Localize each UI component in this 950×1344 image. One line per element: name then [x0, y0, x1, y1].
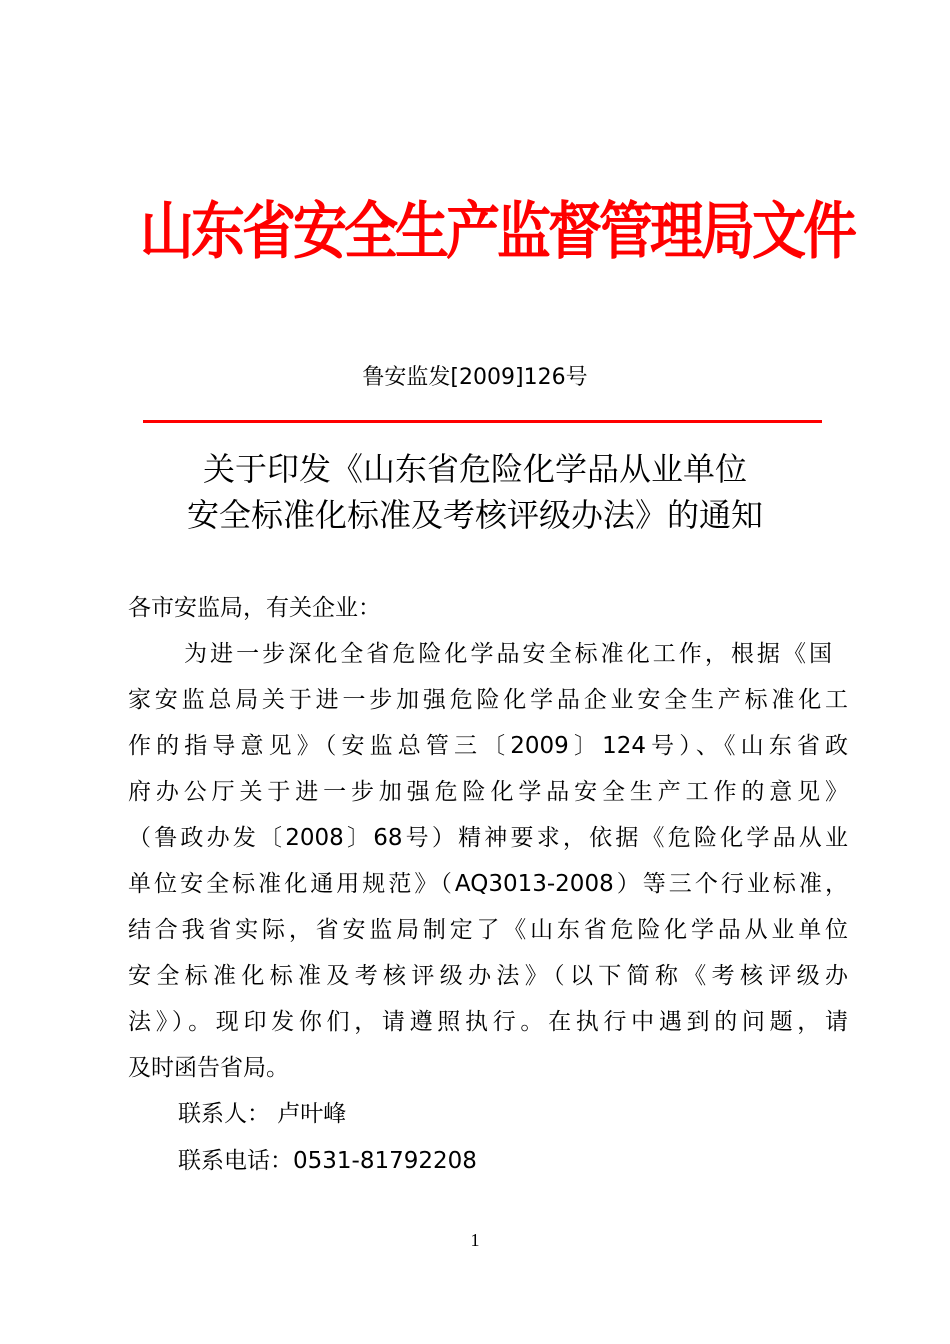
- body-text-line: （鲁政办发〔2008〕68号）精神要求，依据《危险化学品从业: [128, 825, 848, 851]
- body-text-line: 家安监总局关于进一步加强危险化学品企业安全生产标准化工: [128, 687, 848, 713]
- contact-phone: 联系电话：0531-81792208: [178, 1148, 477, 1174]
- body-text-line: 府办公厅关于进一步加强危险化学品安全生产工作的意见》: [128, 779, 848, 805]
- salutation: 各市安监局，有关企业：: [128, 595, 381, 621]
- notice-title-line-2: 安全标准化标准及考核评级办法》的通知: [186, 496, 763, 534]
- body-text-line: 及时函告省局。: [128, 1055, 289, 1081]
- notice-title-line-1: 关于印发《山东省危险化学品从业单位: [202, 450, 747, 488]
- document-number: 鲁安监发[2009]126号: [362, 365, 588, 390]
- body-text-line: 安全标准化标准及考核评级办法》（以下简称《考核评级办: [128, 963, 848, 989]
- body-text-line: 作的指导意见》（安监总管三〔2009〕124号）、《山东省政: [128, 733, 848, 759]
- red-divider-line: [143, 420, 822, 423]
- notice-title: [0, 446, 950, 538]
- body-text-line: 单位安全标准化通用规范》（AQ3013-2008）等三个行业标准，: [128, 871, 848, 897]
- page-number: 1: [470, 1230, 480, 1250]
- body-text-line: 为进一步深化全省危险化学品安全标准化工作，根据《国: [184, 641, 832, 667]
- body-text-line: 法》）。现印发你们，请遵照执行。在执行中遇到的问题，请: [128, 1009, 848, 1035]
- body-text-line: 结合我省实际，省安监局制定了《山东省危险化学品从业单位: [128, 917, 848, 943]
- document-header-title: 山东省安全生产监督管理局文件: [140, 195, 854, 268]
- contact-person: 联系人： 卢叶峰: [178, 1101, 347, 1127]
